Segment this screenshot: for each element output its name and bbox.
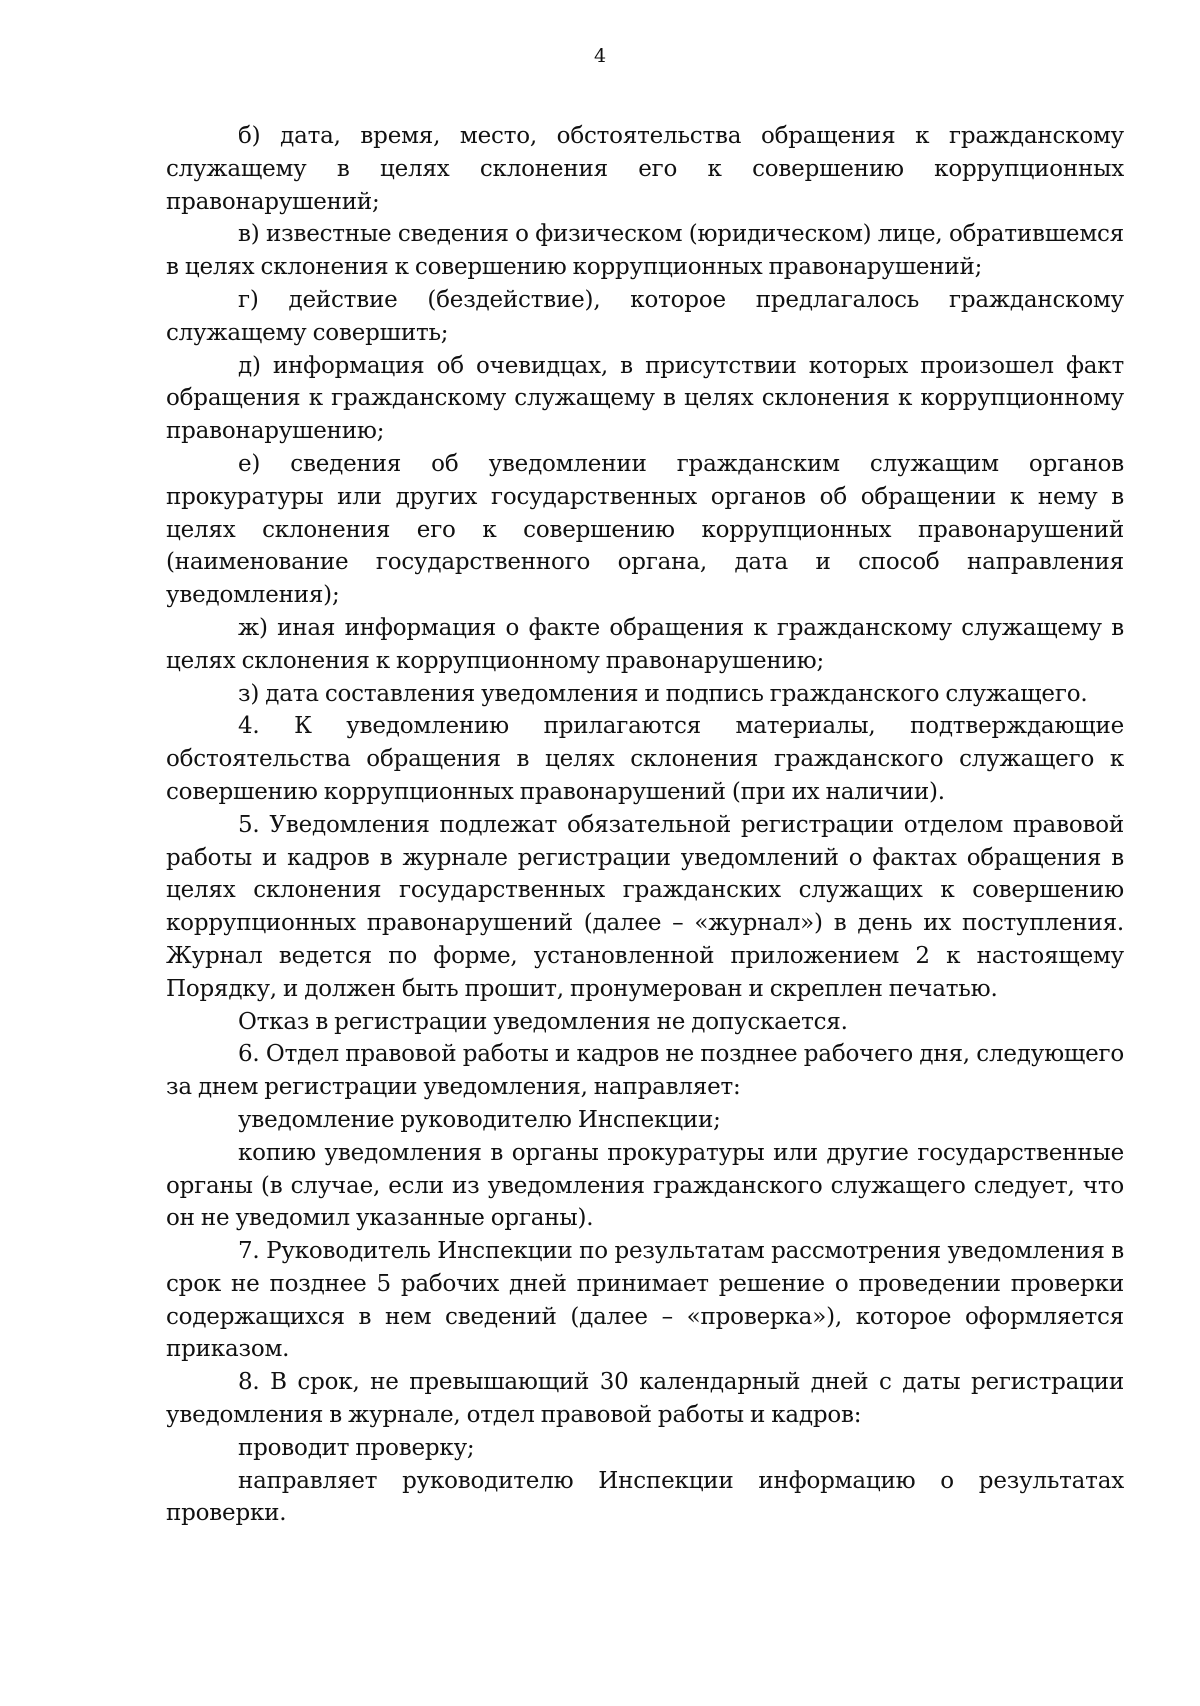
paragraph-clause-8-item-1: проводит проверку;: [238, 1434, 475, 1461]
paragraph-clause-8-item-2: направляет руководителю Инспекции информацию о результатах проверки.: [166, 1467, 1124, 1527]
paragraph-clause-5: 5. Уведомления подлежат обязательной регистрации отделом правовой работы и кадров в журнале регистрации уведомлений о фактах обращения в целях склонения государственных гражданских служащих к совершению коррупционных правонарушений (далее – «журнал») в день их поступления. Журнал ведется по форме, установленной приложением 2 к настоящему Порядку, и должен быть прошит, пронумерован и скреплен печатью.: [166, 811, 1124, 1002]
paragraph-clause-6-item-1: уведомление руководителю Инспекции;: [238, 1106, 721, 1133]
paragraph-clause-6: 6. Отдел правовой работы и кадров не позднее рабочего дня, следующего за днем регистрации уведомления, направляет:: [166, 1041, 1124, 1101]
paragraph-item-g: г) действие (бездействие), которое предлагалось гражданскому служащему совершить;: [166, 286, 1124, 346]
paragraph-item-v: в) известные сведения о физическом (юридическом) лице, обратившемся в целях склонения к совершению коррупционных правонарушений;: [166, 221, 1124, 281]
page-number: 4: [593, 45, 607, 67]
document-body: [166, 120, 1124, 1530]
paragraph-clause-4: 4. К уведомлению прилагаются материалы, подтверждающие обстоятельства обращения в целях склонения гражданского служащего к совершению коррупционных правонарушений (при их наличии).: [166, 713, 1124, 805]
paragraph-item-b: б) дата, время, место, обстоятельства обращения к гражданскому служащему в целях склонения его к совершению коррупционных правонарушений;: [166, 123, 1124, 215]
paragraph-registration-refusal: Отказ в регистрации уведомления не допускается.: [238, 1008, 848, 1035]
paragraph-item-zh: ж) иная информация о факте обращения к гражданскому служащему в целях склонения к коррупционному правонарушению;: [166, 614, 1124, 674]
paragraph-clause-7: 7. Руководитель Инспекции по результатам рассмотрения уведомления в срок не позднее 5 рабочих дней принимает решение о проведении проверки содержащихся в нем сведений (далее – «проверка»), которое оформляется приказом.: [166, 1238, 1124, 1363]
paragraph-item-d: д) информация об очевидцах, в присутствии которых произошел факт обращения к гражданскому служащему в целях склонения к коррупционному правонарушению;: [166, 352, 1124, 445]
paragraph-clause-6-item-2: копию уведомления в органы прокуратуры или другие государственные органы (в случае, если из уведомления гражданского служащего следует, что он не уведомил указанные органы).: [166, 1139, 1124, 1232]
paragraph-item-e: е) сведения об уведомлении гражданским служащим органов прокуратуры или других государственных органов об обращении к нему в целях склонения его к совершению коррупционных правонарушений (наименование государственного органа, дата и способ направления уведомления);: [166, 450, 1124, 609]
paragraph-clause-8: 8. В срок, не превышающий 30 календарный дней с даты регистрации уведомления в журнале, отдел правовой работы и кадров:: [166, 1369, 1124, 1429]
paragraph-item-z: з) дата составления уведомления и подпись гражданского служащего.: [238, 680, 1088, 707]
